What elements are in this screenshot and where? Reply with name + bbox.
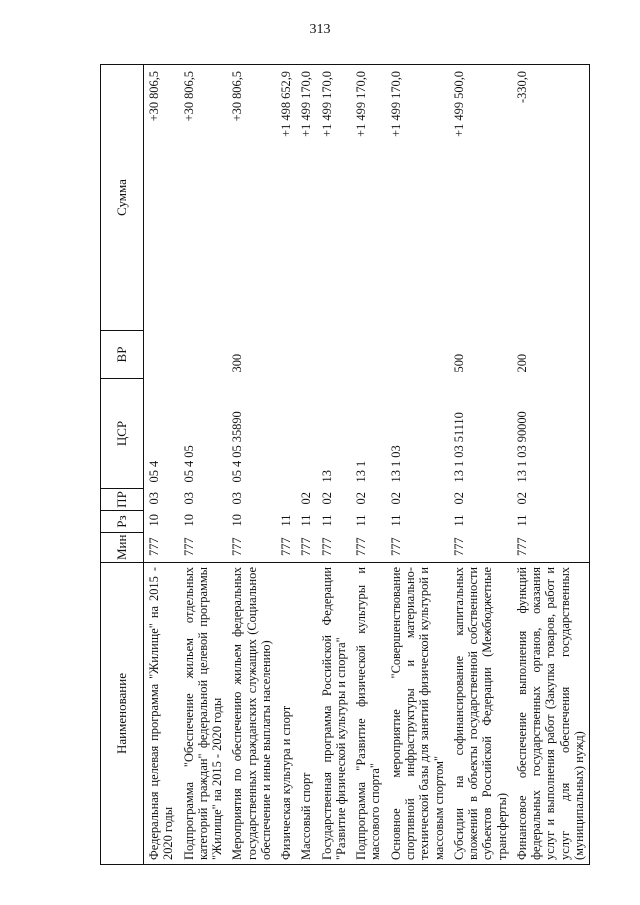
- header-csr: ЦСР: [101, 379, 144, 489]
- row-csr: 05 4: [147, 460, 161, 483]
- row-csr: 05 4 05 35890: [230, 411, 245, 483]
- budget-table: [100, 64, 590, 865]
- row-name: Финансовое обеспечение выполнения функций федеральных государственных органов, оказания услуг и выполнения работ (Закупка товаров, работ и услуг для обеспечения государственных (муниципальных) нужд): [512, 563, 590, 865]
- row-sum: +1 498 652,9: [276, 65, 296, 331]
- row-name: Подпрограмма "Обеспечение жильем отдельных категорий граждан" федеральной целевой программы "Жилище" на 2015 - 2020 годы: [179, 563, 228, 865]
- row-min: 777: [512, 533, 590, 563]
- row-min: 777: [181, 537, 196, 556]
- table-row: [179, 65, 228, 865]
- row-name: Основное мероприятие "Совершенствование спортивной инфраструктуры и материально-технической базы для занятий физической культурой и массовым спортом": [386, 563, 449, 865]
- row-sum: +30 806,5: [179, 65, 228, 331]
- row-name: Массовый спорт: [296, 563, 316, 865]
- row-vr: [317, 331, 352, 379]
- row-min: 777: [388, 537, 403, 556]
- header-sum: Сумма: [101, 65, 144, 331]
- row-sum: -330,0: [512, 65, 590, 331]
- row-vr: [144, 331, 179, 379]
- row-vr: [386, 331, 449, 379]
- row-vr: [179, 331, 228, 379]
- row-pr: 03: [181, 492, 196, 505]
- table-row: [317, 65, 352, 865]
- row-min: 777: [147, 537, 161, 556]
- row-name: Мероприятия по обеспечению жильем федеральных государственных гражданских служащих (Социальное обеспечение и иные выплаты населению): [227, 563, 276, 865]
- table-row: [512, 65, 590, 865]
- row-pr: 02: [388, 492, 403, 505]
- row-rz: 11: [512, 511, 590, 533]
- row-csr: 13 1 03: [388, 445, 403, 483]
- row-rz: 11: [354, 514, 369, 527]
- row-min: 777: [279, 537, 294, 556]
- row-pr: 02: [512, 489, 590, 511]
- row-name: Субсидии на софинансирование капитальных вложений в объекты государственной собственности субъектов Российской Федерации (Межбюджетные трансферты): [449, 563, 512, 865]
- row-sum: +1 499 170,0: [386, 65, 449, 331]
- table-row: [227, 65, 276, 865]
- table-row: [296, 65, 316, 865]
- row-vr: [351, 331, 386, 379]
- header-vr: ВР: [101, 331, 144, 379]
- table-row: [449, 65, 512, 865]
- row-rz: 11: [279, 514, 294, 527]
- row-sum: +1 499 170,0: [351, 65, 386, 331]
- row-csr: [276, 379, 296, 489]
- row-vr: 200: [512, 331, 590, 379]
- row-min: 777: [230, 537, 245, 556]
- table-row: [351, 65, 386, 865]
- row-pr: 02: [319, 492, 334, 505]
- row-rz: 11: [319, 514, 334, 527]
- row-vr: [276, 331, 296, 379]
- row-pr: 02: [354, 492, 369, 505]
- row-rz: 10: [230, 514, 245, 527]
- row-pr: [276, 489, 296, 511]
- row-csr: 13: [319, 470, 334, 483]
- table-row: [144, 65, 179, 865]
- row-min: 777: [299, 537, 314, 556]
- row-sum: +1 499 170,0: [296, 65, 316, 331]
- row-sum: +1 499 170,0: [317, 65, 352, 331]
- row-csr: 13 1 03 51110: [451, 412, 466, 483]
- row-pr: 02: [451, 492, 466, 505]
- row-csr: [296, 379, 316, 489]
- row-pr: 02: [299, 492, 314, 505]
- row-pr: 03: [147, 492, 161, 505]
- header-pr: ПР: [101, 489, 144, 511]
- header-name: Наименование: [101, 563, 144, 865]
- row-vr: 300: [230, 353, 245, 373]
- table-header-row: [101, 65, 144, 865]
- row-min: 777: [451, 537, 466, 556]
- row-name: Подпрограмма "Развитие физической культуры и массового спорта": [351, 563, 386, 865]
- row-vr: 500: [451, 353, 466, 373]
- row-name: Физическая культура и спорт: [276, 563, 296, 865]
- header-min: Мин: [101, 533, 144, 563]
- row-rz: 11: [451, 514, 466, 527]
- row-min: 777: [319, 537, 334, 556]
- row-rz: 11: [299, 514, 314, 527]
- row-rz: 11: [388, 514, 403, 527]
- row-min: 777: [354, 537, 369, 556]
- row-sum: +1 499 500,0: [449, 65, 512, 331]
- row-name: Федеральная целевая программа "Жилище" на 2015 - 2020 годы: [144, 563, 179, 865]
- row-pr: 03: [230, 492, 245, 505]
- header-rz: Рз: [101, 511, 144, 533]
- row-name: Государственная программа Российской Федерации "Развитие физической культуры и спорта": [317, 563, 352, 865]
- row-rz: 10: [147, 514, 161, 527]
- budget-table-rotated: [100, 65, 620, 865]
- row-csr: 13 1: [354, 460, 369, 483]
- row-sum: +30 806,5: [227, 65, 276, 331]
- row-csr: 13 1 03 90000: [512, 379, 590, 489]
- row-sum: +30 806,5: [144, 65, 179, 331]
- table-row: [276, 65, 296, 865]
- row-vr: [296, 331, 316, 379]
- table-row: [386, 65, 449, 865]
- page-number: 313: [309, 22, 331, 37]
- row-rz: 10: [181, 514, 196, 527]
- row-csr: 05 4 05: [181, 445, 196, 483]
